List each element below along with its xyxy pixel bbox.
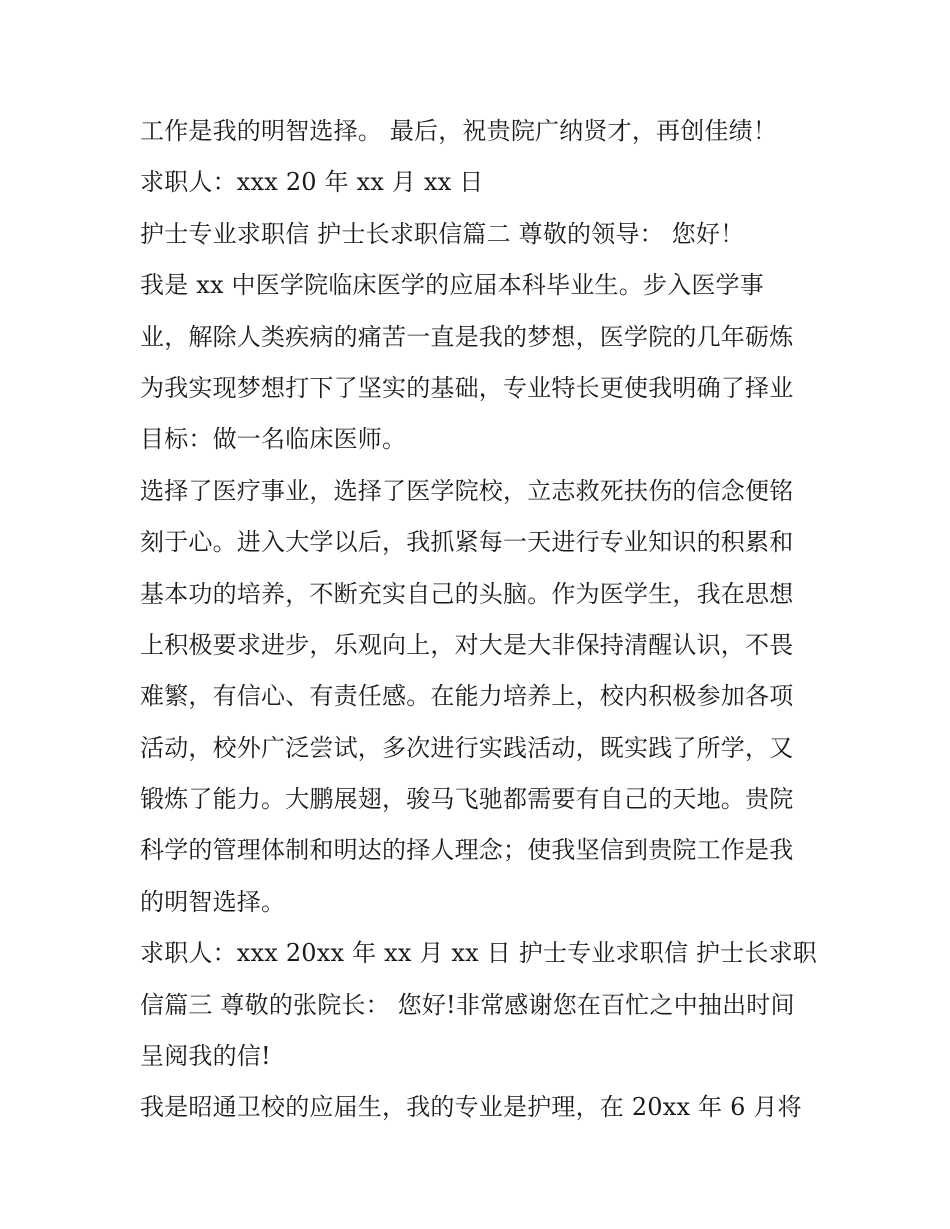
text-line: 信篇三 尊敬的张院长： 您好!非常感谢您在百忙之中抽出时间 — [140, 990, 795, 1019]
text-line: 呈阅我的信! — [140, 1042, 271, 1071]
text-line: 护士专业求职信 护士长求职信篇二 尊敬的领导： 您好！ — [140, 219, 745, 248]
text-line: 目标：做一名临床医师。 — [140, 425, 407, 454]
text-line: 科学的管理体制和明达的择人理念；使我坚信到贵院工作是我 — [140, 836, 794, 865]
text-line: 求职人：xxx 20xx 年 xx 月 xx 日 护士专业求职信 护士长求职 — [140, 939, 817, 968]
text-line: 上积极要求进步，乐观向上，对大是大非保持清醒认识，不畏 — [140, 630, 794, 659]
text-line: 选择了医疗事业，选择了医学院校，立志救死扶伤的信念便铭 — [140, 476, 794, 505]
text-line: 基本功的培养，不断充实自己的头脑。作为医学生，我在思想 — [140, 579, 794, 608]
text-line: 为我实现梦想打下了坚实的基础，专业特长更使我明确了择业 — [140, 373, 794, 402]
text-line: 我是昭通卫校的应届生，我的专业是护理，在 20xx 年 6 月将 — [140, 1093, 802, 1122]
text-line: 的明智选择。 — [140, 887, 286, 916]
text-line: 活动，校外广泛尝试，多次进行实践活动，既实践了所学，又 — [140, 733, 794, 762]
text-line: 求职人：xxx 20 年 xx 月 xx 日 — [140, 168, 484, 197]
letter-body — [140, 106, 820, 1134]
text-line: 刻于心。进入大学以后，我抓紧每一天进行专业知识的积累和 — [140, 528, 794, 557]
text-line: 我是 xx 中医学院临床医学的应届本科毕业生。步入医学事 — [140, 271, 764, 300]
text-line: 工作是我的明智选择。 最后，祝贵院广纳贤才，再创佳绩！ — [140, 117, 778, 145]
text-line: 难繁，有信心、有责任感。在能力培养上，校内积极参加各项 — [140, 682, 794, 711]
text-line: 业，解除人类疾病的痛苦一直是我的梦想，医学院的几年砺炼 — [140, 322, 794, 351]
text-line: 锻炼了能力。大鹏展翅，骏马飞驰都需要有自己的天地。贵院 — [140, 785, 794, 814]
